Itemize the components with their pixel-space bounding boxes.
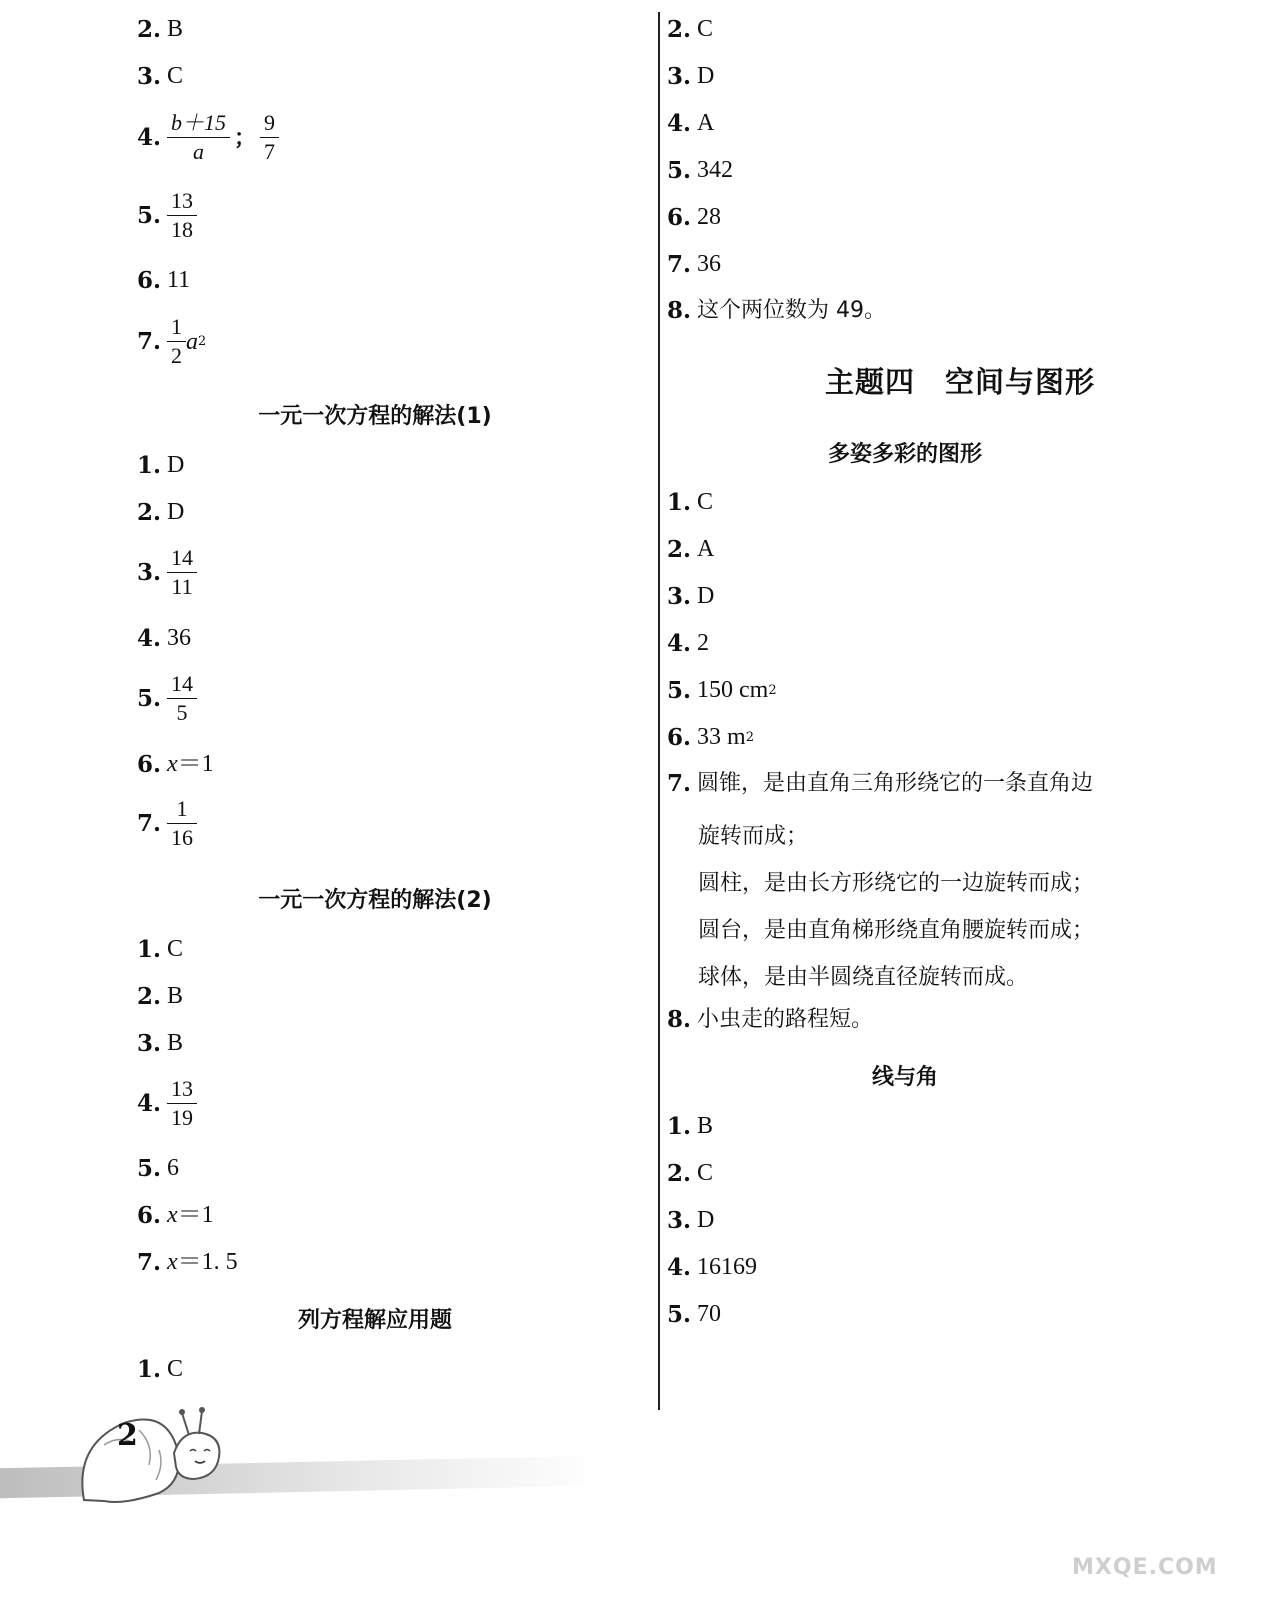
fraction bbox=[262, 112, 277, 163]
variable: a bbox=[186, 328, 199, 355]
answer-item bbox=[667, 1008, 873, 1031]
watermark: MXQE.COM bbox=[1072, 1555, 1218, 1580]
item-number: 1. bbox=[667, 488, 692, 516]
item-answer-line: 圆柱，是由长方形绕它的一边旋转而成； bbox=[698, 871, 1095, 896]
exponent: 2 bbox=[198, 334, 207, 349]
item-answer: 28 bbox=[697, 204, 722, 230]
item-answer: D bbox=[697, 63, 715, 89]
item-number: 4. bbox=[137, 1090, 162, 1117]
fraction bbox=[169, 798, 195, 849]
item-number: 7. bbox=[137, 1248, 162, 1276]
variable: x bbox=[167, 1249, 178, 1275]
item-number: 3. bbox=[137, 62, 162, 90]
answer-item bbox=[667, 537, 714, 561]
answer-item bbox=[667, 678, 777, 702]
fraction-numerator: 9 bbox=[264, 110, 276, 135]
answer-item bbox=[667, 1161, 713, 1185]
item-answer: 2 bbox=[697, 630, 710, 656]
answer-item bbox=[667, 299, 886, 322]
item-number: 6. bbox=[667, 203, 692, 231]
item-answer: 342 bbox=[697, 157, 734, 183]
answer-item bbox=[137, 316, 206, 367]
item-answer: B bbox=[167, 983, 184, 1009]
fraction-numerator: 1 bbox=[176, 796, 188, 821]
answer-item bbox=[137, 1078, 197, 1129]
item-answer: 16169 bbox=[697, 1254, 758, 1280]
item-number: 7. bbox=[667, 250, 692, 278]
item-answer: D bbox=[167, 452, 185, 478]
section-title: 列方程解应用题 bbox=[297, 1308, 452, 1333]
exponent: 2 bbox=[768, 682, 777, 698]
item-answer: ＝1 bbox=[177, 1202, 214, 1228]
item-answer: 150 cm bbox=[697, 677, 769, 703]
item-number: 7. bbox=[137, 810, 162, 837]
item-number: 6. bbox=[667, 723, 692, 751]
item-number: 6. bbox=[137, 1201, 162, 1229]
item-answer: A bbox=[697, 110, 715, 136]
item-answer-line: 圆台，是由直角梯形绕直角腰旋转而成； bbox=[698, 918, 1095, 943]
fraction-numerator: b＋15 bbox=[171, 110, 227, 135]
item-answer: D bbox=[167, 499, 185, 525]
item-number: 8. bbox=[667, 297, 692, 324]
item-answer: 11 bbox=[167, 267, 191, 293]
variable: x bbox=[167, 1202, 178, 1228]
fraction-denominator: 5 bbox=[167, 698, 197, 724]
item-number: 1. bbox=[137, 451, 162, 479]
answer-item bbox=[667, 1302, 721, 1326]
item-answer: B bbox=[697, 1113, 714, 1139]
fraction-numerator: 14 bbox=[171, 545, 194, 570]
item-number: 8. bbox=[667, 1006, 692, 1033]
answer-item bbox=[137, 500, 184, 524]
item-answer: D bbox=[697, 1207, 715, 1233]
item-number: 6. bbox=[137, 266, 162, 294]
item-number: 4. bbox=[667, 629, 692, 657]
answer-item bbox=[667, 64, 714, 88]
item-answer: 36 bbox=[697, 251, 722, 277]
page-number: 2 bbox=[117, 1418, 138, 1453]
answer-item bbox=[137, 1156, 179, 1180]
fraction-numerator: 1 bbox=[171, 314, 183, 339]
fraction-numerator: 13 bbox=[171, 188, 194, 213]
item-answer-line: 旋转而成； bbox=[698, 824, 809, 849]
answer-item bbox=[137, 626, 191, 650]
fraction bbox=[169, 316, 184, 367]
item-number: 5. bbox=[667, 676, 692, 704]
item-number: 5. bbox=[137, 1154, 162, 1182]
section-title: 一元一次方程的解法(1) bbox=[258, 404, 492, 429]
section-title: 线与角 bbox=[871, 1065, 938, 1090]
answer-item bbox=[667, 17, 713, 41]
answer-item bbox=[137, 190, 197, 241]
item-number: 2. bbox=[137, 498, 162, 526]
item-number: 2. bbox=[667, 1159, 692, 1187]
topic-title: 主题四 空间与图形 bbox=[824, 365, 1095, 399]
item-answer: 6 bbox=[167, 1155, 180, 1181]
fraction-denominator: 18 bbox=[167, 215, 197, 241]
item-number: 2. bbox=[667, 15, 692, 43]
answer-item bbox=[137, 453, 184, 477]
fraction-numerator: 14 bbox=[171, 671, 194, 696]
exponent: 2 bbox=[745, 729, 754, 745]
answer-item bbox=[667, 1208, 714, 1232]
item-number: 1. bbox=[137, 1355, 162, 1383]
fraction-denominator: a bbox=[167, 137, 230, 163]
answer-item bbox=[137, 984, 183, 1008]
item-answer: A bbox=[697, 536, 715, 562]
item-answer: C bbox=[167, 63, 184, 89]
column-divider bbox=[658, 12, 660, 1410]
answer-item bbox=[137, 547, 197, 598]
item-number: 2. bbox=[137, 982, 162, 1010]
item-number: 3. bbox=[667, 62, 692, 90]
item-answer: C bbox=[697, 1160, 714, 1186]
item-number: 4. bbox=[137, 624, 162, 652]
separator: ； bbox=[234, 124, 257, 150]
answer-item bbox=[137, 112, 279, 163]
answer-item bbox=[137, 17, 183, 41]
item-number: 5. bbox=[667, 1300, 692, 1328]
item-answer: 70 bbox=[697, 1301, 722, 1327]
item-answer: 36 bbox=[167, 625, 192, 651]
fraction bbox=[169, 673, 195, 724]
fraction-denominator: 2 bbox=[167, 341, 186, 367]
item-number: 5. bbox=[137, 202, 162, 229]
answer-item bbox=[667, 111, 714, 135]
fraction-numerator: 13 bbox=[171, 1076, 194, 1101]
answer-item bbox=[667, 725, 754, 749]
item-answer: B bbox=[167, 1030, 184, 1056]
item-answer: B bbox=[167, 16, 184, 42]
item-number: 4. bbox=[137, 124, 162, 151]
answer-item bbox=[137, 1203, 214, 1227]
item-number: 4. bbox=[667, 1253, 692, 1281]
fraction-denominator: 11 bbox=[167, 572, 197, 598]
item-number: 2. bbox=[667, 535, 692, 563]
answer-item bbox=[137, 1031, 183, 1055]
item-number: 3. bbox=[667, 582, 692, 610]
item-number: 5. bbox=[137, 685, 162, 712]
answer-item bbox=[667, 1114, 713, 1138]
answer-item bbox=[137, 937, 183, 961]
fraction bbox=[169, 112, 228, 163]
answer-item bbox=[137, 673, 197, 724]
item-answer: 33 m bbox=[697, 724, 746, 750]
answer-item bbox=[137, 1250, 238, 1274]
answer-item bbox=[137, 64, 183, 88]
snail-icon bbox=[64, 1405, 234, 1515]
item-number: 6. bbox=[137, 750, 162, 778]
answer-item bbox=[137, 1357, 183, 1381]
item-answer: C bbox=[167, 936, 184, 962]
item-number: 4. bbox=[667, 109, 692, 137]
item-number: 2. bbox=[137, 15, 162, 43]
item-answer: C bbox=[167, 1356, 184, 1382]
item-answer-line: 圆锥，是由直角三角形绕它的一条直角边 bbox=[697, 770, 1094, 796]
item-answer: 这个两位数为 49。 bbox=[697, 297, 887, 323]
answer-item bbox=[667, 1255, 757, 1279]
fraction bbox=[169, 190, 195, 241]
answer-item bbox=[667, 252, 721, 276]
item-number: 7. bbox=[137, 328, 162, 355]
answer-item bbox=[667, 490, 713, 514]
item-answer-line: 球体，是由半圆绕直径旋转而成。 bbox=[698, 965, 1029, 990]
item-answer: C bbox=[697, 16, 714, 42]
answer-item bbox=[137, 798, 197, 849]
item-answer: 小虫走的路程短。 bbox=[697, 1006, 874, 1032]
section-title: 多姿多彩的图形 bbox=[827, 442, 982, 467]
item-answer: ＝1. 5 bbox=[177, 1249, 238, 1275]
item-number: 1. bbox=[137, 935, 162, 963]
answer-item bbox=[667, 631, 709, 655]
fraction-denominator: 7 bbox=[260, 137, 279, 163]
section-title: 一元一次方程的解法(2) bbox=[258, 888, 492, 913]
item-number: 3. bbox=[667, 1206, 692, 1234]
fraction-denominator: 16 bbox=[167, 823, 197, 849]
item-number: 1. bbox=[667, 1112, 692, 1140]
fraction bbox=[169, 1078, 195, 1129]
answer-item bbox=[667, 205, 721, 229]
item-answer: C bbox=[697, 489, 714, 515]
fraction bbox=[169, 547, 195, 598]
answer-item bbox=[137, 268, 190, 292]
item-answer: ＝1 bbox=[177, 751, 214, 777]
item-number: 5. bbox=[667, 156, 692, 184]
item-answer: D bbox=[697, 583, 715, 609]
answer-item bbox=[667, 584, 714, 608]
item-number: 3. bbox=[137, 1029, 162, 1057]
answer-item bbox=[667, 158, 733, 182]
answer-item bbox=[137, 752, 214, 776]
item-number: 3. bbox=[137, 559, 162, 586]
variable: x bbox=[167, 751, 178, 777]
answer-item bbox=[667, 772, 1093, 795]
fraction-denominator: 19 bbox=[167, 1103, 197, 1129]
item-number: 7. bbox=[667, 770, 692, 797]
